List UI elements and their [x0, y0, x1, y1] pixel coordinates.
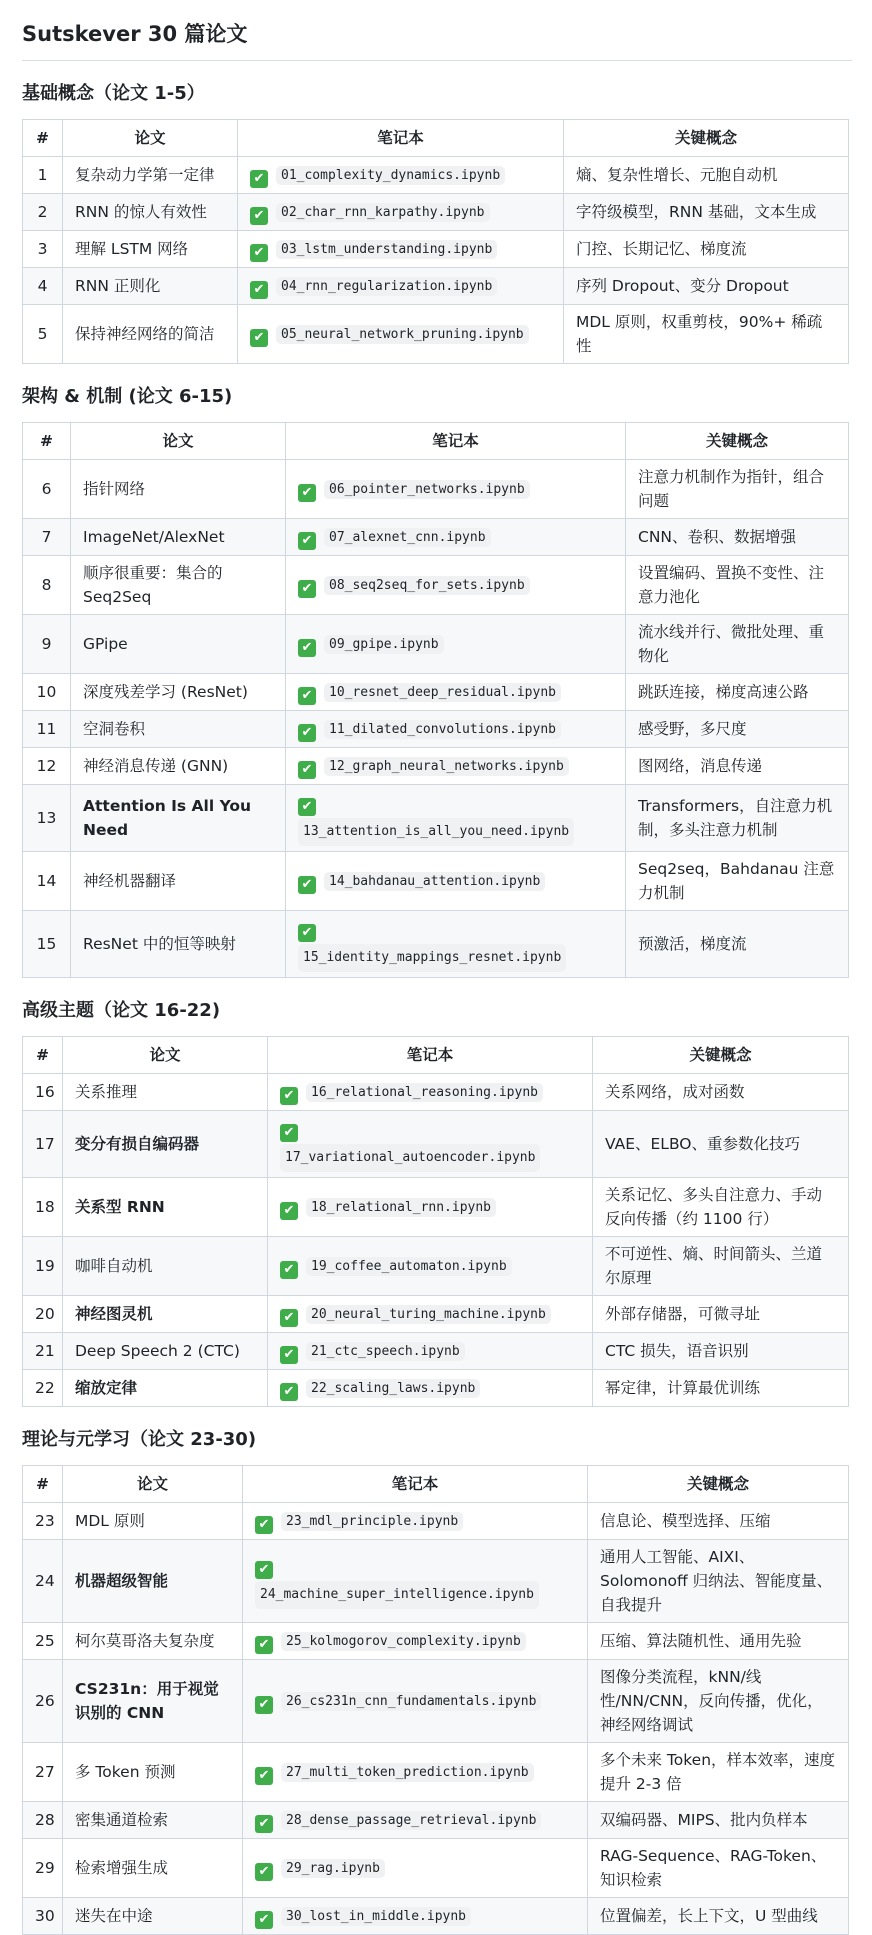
paper-number: 15 — [23, 911, 71, 978]
papers-table — [22, 1036, 849, 1407]
notebook-cell — [243, 1898, 588, 1935]
column-header-number: # — [23, 1037, 63, 1074]
paper-title: GPipe — [71, 615, 286, 674]
paper-title: MDL 原则 — [63, 1503, 243, 1540]
column-header-number: # — [23, 1466, 63, 1503]
paper-number: 12 — [23, 748, 71, 785]
key-concepts: 关系记忆、多头自注意力、手动反向传播（约 1100 行） — [593, 1178, 849, 1237]
notebook-cell — [238, 231, 564, 268]
column-header-concepts: 关键概念 — [564, 120, 849, 157]
table-row — [23, 1503, 849, 1540]
notebook-cell — [243, 1540, 588, 1623]
paper-number: 17 — [23, 1111, 63, 1178]
notebook-cell — [286, 519, 626, 556]
key-concepts: MDL 原则，权重剪枝，90%+ 稀疏性 — [564, 305, 849, 364]
key-concepts: RAG-Sequence、RAG-Token、知识检索 — [588, 1839, 849, 1898]
check-icon: ✔ — [298, 580, 316, 598]
table-row — [23, 1839, 849, 1898]
paper-number: 22 — [23, 1370, 63, 1407]
key-concepts: 熵、复杂性增长、元胞自动机 — [564, 157, 849, 194]
key-concepts: 流水线并行、微批处理、重物化 — [626, 615, 849, 674]
paper-title: 变分有损自编码器 — [63, 1111, 268, 1178]
check-icon: ✔ — [250, 207, 268, 225]
paper-number: 18 — [23, 1178, 63, 1237]
check-icon: ✔ — [255, 1696, 273, 1714]
table-row — [23, 1370, 849, 1407]
table-body — [23, 1503, 849, 1935]
table-row — [23, 711, 849, 748]
key-concepts: 跳跃连接，梯度高速公路 — [626, 674, 849, 711]
check-icon: ✔ — [298, 484, 316, 502]
check-icon: ✔ — [280, 1124, 298, 1142]
table-row — [23, 194, 849, 231]
table-row — [23, 1660, 849, 1743]
paper-title: 柯尔莫哥洛夫复杂度 — [63, 1623, 243, 1660]
table-header — [23, 1037, 849, 1074]
check-icon: ✔ — [298, 924, 316, 942]
paper-title: RNN 的惊人有效性 — [63, 194, 238, 231]
check-icon: ✔ — [255, 1767, 273, 1785]
column-header-paper: 论文 — [63, 1037, 268, 1074]
notebook-link[interactable]: 15_identity_mappings_resnet.ipynb — [298, 944, 566, 972]
paper-number: 8 — [23, 556, 71, 615]
section-title: 基础概念（论文 1-5） — [22, 83, 205, 104]
column-header-number: # — [23, 120, 63, 157]
paper-number: 23 — [23, 1503, 63, 1540]
table-row — [23, 1178, 849, 1237]
key-concepts: 幂定律，计算最优训练 — [593, 1370, 849, 1407]
notebook-link[interactable]: 30_lost_in_middle.ipynb — [281, 1907, 471, 1926]
key-concepts: 设置编码、置换不变性、注意力池化 — [626, 556, 849, 615]
sections-container — [22, 79, 852, 1935]
paper-number: 29 — [23, 1839, 63, 1898]
paper-title: 缩放定律 — [63, 1370, 268, 1407]
key-concepts: 位置偏差，长上下文，U 型曲线 — [588, 1898, 849, 1935]
papers-table — [22, 1465, 849, 1935]
notebook-link[interactable]: 03_lstm_understanding.ipynb — [276, 240, 497, 259]
paper-title: 指针网络 — [71, 460, 286, 519]
notebook-cell — [243, 1802, 588, 1839]
table-row — [23, 748, 849, 785]
table-row — [23, 1111, 849, 1178]
paper-number: 30 — [23, 1898, 63, 1935]
paper-title: CS231n：用于视觉识别的 CNN — [63, 1660, 243, 1743]
notebook-link[interactable]: 04_rnn_regularization.ipynb — [276, 277, 497, 296]
notebook-link[interactable]: 18_relational_rnn.ipynb — [306, 1198, 496, 1217]
paper-number: 24 — [23, 1540, 63, 1623]
table-row — [23, 674, 849, 711]
key-concepts: 关系网络，成对函数 — [593, 1074, 849, 1111]
paper-number: 7 — [23, 519, 71, 556]
notebook-link[interactable]: 17_variational_autoencoder.ipynb — [280, 1144, 540, 1172]
table-row — [23, 556, 849, 615]
key-concepts: 双编码器、MIPS、批内负样本 — [588, 1802, 849, 1839]
column-header-concepts: 关键概念 — [588, 1466, 849, 1503]
notebook-link[interactable]: 20_neural_turing_machine.ipynb — [306, 1305, 551, 1324]
notebook-link[interactable]: 05_neural_network_pruning.ipynb — [276, 325, 529, 344]
paper-title: 关系推理 — [63, 1074, 268, 1111]
table-row — [23, 1237, 849, 1296]
notebook-link[interactable]: 07_alexnet_cnn.ipynb — [324, 528, 491, 547]
check-icon: ✔ — [255, 1636, 273, 1654]
table-header — [23, 120, 849, 157]
column-header-notebook: 笔记本 — [238, 120, 564, 157]
paper-number: 4 — [23, 268, 63, 305]
paper-title: 迷失在中途 — [63, 1898, 243, 1935]
papers-table — [22, 119, 849, 364]
notebook-link[interactable]: 01_complexity_dynamics.ipynb — [276, 166, 505, 185]
notebook-link[interactable]: 19_coffee_automaton.ipynb — [306, 1257, 512, 1276]
column-header-number: # — [23, 423, 71, 460]
key-concepts: 序列 Dropout、变分 Dropout — [564, 268, 849, 305]
paper-number: 28 — [23, 1802, 63, 1839]
paper-title: 密集通道检索 — [63, 1802, 243, 1839]
page-title: Sutskever 30 篇论文 — [22, 12, 852, 61]
notebook-link[interactable]: 11_dilated_convolutions.ipynb — [324, 720, 561, 739]
key-concepts: 不可逆性、熵、时间箭头、兰道尔原理 — [593, 1237, 849, 1296]
paper-number: 11 — [23, 711, 71, 748]
key-concepts: VAE、ELBO、重参数化技巧 — [593, 1111, 849, 1178]
notebook-link[interactable]: 26_cs231n_cnn_fundamentals.ipynb — [281, 1692, 541, 1711]
paper-title: 检索增强生成 — [63, 1839, 243, 1898]
paper-number: 16 — [23, 1074, 63, 1111]
table-row — [23, 1540, 849, 1623]
notebook-link[interactable]: 02_char_rnn_karpathy.ipynb — [276, 203, 490, 222]
column-header-notebook: 笔记本 — [268, 1037, 593, 1074]
check-icon: ✔ — [298, 724, 316, 742]
notebook-link[interactable]: 22_scaling_laws.ipynb — [306, 1379, 480, 1398]
paper-title: ResNet 中的恒等映射 — [71, 911, 286, 978]
paper-number: 20 — [23, 1296, 63, 1333]
paper-title: 关系型 RNN — [63, 1178, 268, 1237]
check-icon: ✔ — [255, 1561, 273, 1579]
notebook-cell — [286, 911, 626, 978]
check-icon: ✔ — [280, 1309, 298, 1327]
notebook-cell — [286, 785, 626, 852]
paper-title: 神经消息传递 (GNN) — [71, 748, 286, 785]
check-icon: ✔ — [280, 1261, 298, 1279]
notebook-cell — [238, 305, 564, 364]
paper-title: RNN 正则化 — [63, 268, 238, 305]
key-concepts: 注意力机制作为指针，组合问题 — [626, 460, 849, 519]
notebook-cell — [238, 157, 564, 194]
notebook-link[interactable]: 25_kolmogorov_complexity.ipynb — [281, 1632, 526, 1651]
paper-number: 6 — [23, 460, 71, 519]
key-concepts: 通用人工智能、AIXI、Solomonoff 归纳法、智能度量、自我提升 — [588, 1540, 849, 1623]
table-row — [23, 1802, 849, 1839]
table-row — [23, 305, 849, 364]
table-row — [23, 1074, 849, 1111]
section-title: 理论与元学习（论文 23-30) — [22, 1429, 257, 1450]
key-concepts: 外部存储器，可微寻址 — [593, 1296, 849, 1333]
notebook-cell — [286, 674, 626, 711]
check-icon: ✔ — [280, 1087, 298, 1105]
header-row — [23, 1037, 849, 1074]
check-icon: ✔ — [298, 532, 316, 550]
table-row — [23, 911, 849, 978]
notebook-link[interactable]: 13_attention_is_all_you_need.ipynb — [298, 818, 574, 846]
paper-number: 1 — [23, 157, 63, 194]
table-row — [23, 1743, 849, 1802]
key-concepts: 压缩、算法随机性、通用先验 — [588, 1623, 849, 1660]
notebook-cell — [268, 1237, 593, 1296]
key-concepts: Transformers，自注意力机制，多头注意力机制 — [626, 785, 849, 852]
notebook-link[interactable]: 23_mdl_principle.ipynb — [281, 1512, 463, 1531]
check-icon: ✔ — [298, 687, 316, 705]
paper-title: 深度残差学习 (ResNet) — [71, 674, 286, 711]
papers-table — [22, 422, 849, 978]
paper-number: 2 — [23, 194, 63, 231]
table-row — [23, 785, 849, 852]
check-icon: ✔ — [298, 798, 316, 816]
check-icon: ✔ — [255, 1863, 273, 1881]
paper-title: 保持神经网络的简洁 — [63, 305, 238, 364]
paper-title: 神经机器翻译 — [71, 852, 286, 911]
check-icon: ✔ — [298, 761, 316, 779]
paper-title: 空洞卷积 — [71, 711, 286, 748]
check-icon: ✔ — [280, 1202, 298, 1220]
table-body — [23, 157, 849, 364]
notebook-link[interactable]: 28_dense_passage_retrieval.ipynb — [281, 1811, 541, 1830]
paper-number: 3 — [23, 231, 63, 268]
notebook-link[interactable]: 12_graph_neural_networks.ipynb — [324, 757, 569, 776]
notebook-cell — [286, 460, 626, 519]
notebook-cell — [268, 1333, 593, 1370]
section-title: 架构 & 机制 (论文 6-15) — [22, 386, 233, 407]
notebook-cell — [243, 1623, 588, 1660]
paper-title: 复杂动力学第一定律 — [63, 157, 238, 194]
notebook-cell — [268, 1370, 593, 1407]
column-header-concepts: 关键概念 — [626, 423, 849, 460]
paper-title: 顺序很重要：集合的 Seq2Seq — [71, 556, 286, 615]
paper-title: ImageNet/AlexNet — [71, 519, 286, 556]
key-concepts: 字符级模型，RNN 基础，文本生成 — [564, 194, 849, 231]
table-row — [23, 1296, 849, 1333]
notebook-cell — [243, 1660, 588, 1743]
paper-title: 多 Token 预测 — [63, 1743, 243, 1802]
key-concepts: 预激活，梯度流 — [626, 911, 849, 978]
table-row — [23, 519, 849, 556]
notebook-link[interactable]: 27_multi_token_prediction.ipynb — [281, 1763, 534, 1782]
table-row — [23, 1623, 849, 1660]
notebook-cell — [238, 194, 564, 231]
table-body — [23, 460, 849, 978]
check-icon: ✔ — [250, 281, 268, 299]
check-icon: ✔ — [298, 639, 316, 657]
notebook-link[interactable]: 08_seq2seq_for_sets.ipynb — [324, 576, 530, 595]
notebook-cell — [286, 556, 626, 615]
notebook-link[interactable]: 09_gpipe.ipynb — [324, 635, 444, 654]
check-icon: ✔ — [255, 1911, 273, 1929]
paper-title: 理解 LSTM 网络 — [63, 231, 238, 268]
column-header-notebook: 笔记本 — [286, 423, 626, 460]
key-concepts: CTC 损失，语音识别 — [593, 1333, 849, 1370]
key-concepts: 图网络，消息传递 — [626, 748, 849, 785]
column-header-notebook: 笔记本 — [243, 1466, 588, 1503]
table-row — [23, 231, 849, 268]
key-concepts: 图像分类流程，kNN/线性/NN/CNN，反向传播，优化，神经网络调试 — [588, 1660, 849, 1743]
key-concepts: 信息论、模型选择、压缩 — [588, 1503, 849, 1540]
notebook-cell — [268, 1111, 593, 1178]
table-header — [23, 423, 849, 460]
table-body — [23, 1074, 849, 1407]
notebook-link[interactable]: 21_ctc_speech.ipynb — [306, 1342, 465, 1361]
notebook-cell — [286, 615, 626, 674]
key-concepts: 感受野，多尺度 — [626, 711, 849, 748]
table-row — [23, 268, 849, 305]
check-icon: ✔ — [280, 1346, 298, 1364]
notebook-cell — [268, 1074, 593, 1111]
notebook-cell — [268, 1296, 593, 1333]
notebook-cell — [243, 1503, 588, 1540]
section-title: 高级主题（论文 16-22) — [22, 1000, 221, 1021]
paper-number: 13 — [23, 785, 71, 852]
check-icon: ✔ — [250, 244, 268, 262]
notebook-cell — [238, 268, 564, 305]
notebook-link[interactable]: 16_relational_reasoning.ipynb — [306, 1083, 543, 1102]
paper-number: 27 — [23, 1743, 63, 1802]
check-icon: ✔ — [250, 329, 268, 347]
paper-number: 25 — [23, 1623, 63, 1660]
table-row — [23, 1333, 849, 1370]
header-row — [23, 120, 849, 157]
paper-number: 9 — [23, 615, 71, 674]
key-concepts: 门控、长期记忆、梯度流 — [564, 231, 849, 268]
table-row — [23, 460, 849, 519]
paper-number: 26 — [23, 1660, 63, 1743]
check-icon: ✔ — [255, 1815, 273, 1833]
check-icon: ✔ — [298, 876, 316, 894]
notebook-cell — [286, 711, 626, 748]
notebook-cell — [243, 1839, 588, 1898]
table-header — [23, 1466, 849, 1503]
paper-title: 机器超级智能 — [63, 1540, 243, 1623]
header-row — [23, 423, 849, 460]
check-icon: ✔ — [280, 1383, 298, 1401]
table-row — [23, 852, 849, 911]
column-header-paper: 论文 — [71, 423, 286, 460]
paper-title: Attention Is All You Need — [71, 785, 286, 852]
paper-number: 19 — [23, 1237, 63, 1296]
paper-number: 14 — [23, 852, 71, 911]
paper-number: 21 — [23, 1333, 63, 1370]
check-icon: ✔ — [255, 1516, 273, 1534]
key-concepts: Seq2seq，Bahdanau 注意力机制 — [626, 852, 849, 911]
column-header-paper: 论文 — [63, 120, 238, 157]
paper-number: 10 — [23, 674, 71, 711]
notebook-link[interactable]: 06_pointer_networks.ipynb — [324, 480, 530, 499]
table-row — [23, 615, 849, 674]
paper-title: 神经图灵机 — [63, 1296, 268, 1333]
key-concepts: CNN、卷积、数据增强 — [626, 519, 849, 556]
column-header-concepts: 关键概念 — [593, 1037, 849, 1074]
notebook-link[interactable]: 14_bahdanau_attention.ipynb — [324, 872, 545, 891]
column-header-paper: 论文 — [63, 1466, 243, 1503]
notebook-link[interactable]: 24_machine_super_intelligence.ipynb — [255, 1581, 539, 1609]
header-row — [23, 1466, 849, 1503]
check-icon: ✔ — [250, 170, 268, 188]
paper-title: Deep Speech 2 (CTC) — [63, 1333, 268, 1370]
notebook-link[interactable]: 29_rag.ipynb — [281, 1859, 385, 1878]
table-row — [23, 1898, 849, 1935]
notebook-cell — [286, 852, 626, 911]
notebook-cell — [286, 748, 626, 785]
key-concepts: 多个未来 Token，样本效率，速度提升 2-3 倍 — [588, 1743, 849, 1802]
notebook-cell — [243, 1743, 588, 1802]
paper-number: 5 — [23, 305, 63, 364]
notebook-cell — [268, 1178, 593, 1237]
paper-title: 咖啡自动机 — [63, 1237, 268, 1296]
table-row — [23, 157, 849, 194]
notebook-link[interactable]: 10_resnet_deep_residual.ipynb — [324, 683, 561, 702]
